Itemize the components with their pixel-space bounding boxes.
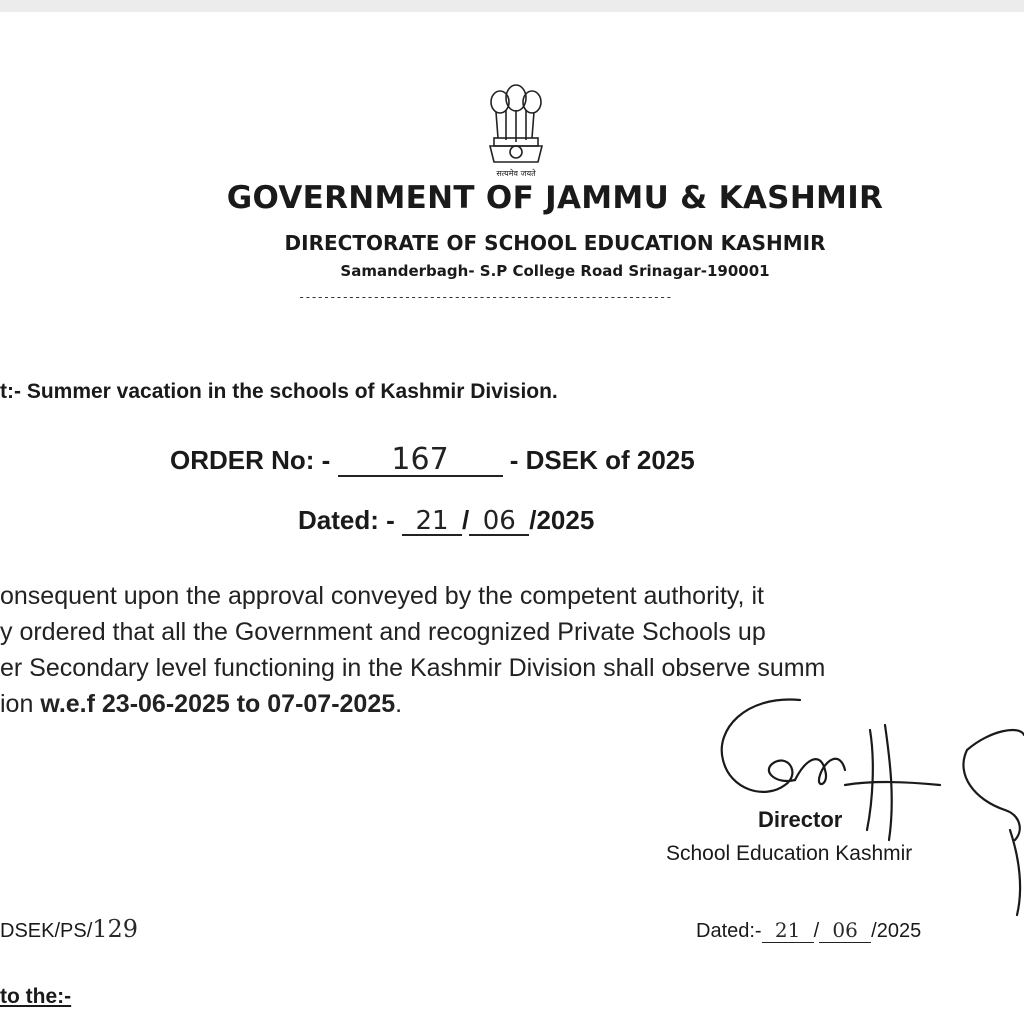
footer-date-prefix: Dated:- <box>696 920 762 942</box>
directorate-heading: DIRECTORATE OF SCHOOL EDUCATION KASHMIR <box>284 231 826 255</box>
dated-year: /2025 <box>529 505 595 535</box>
government-heading: GOVERNMENT OF JAMMU & KASHMIR <box>226 180 884 216</box>
reference-prefix: DSEK/PS/ <box>0 920 93 942</box>
footer-date-month: 06 <box>819 918 871 943</box>
vacation-period: w.e.f 23-06-2025 to 07-07-2025 <box>40 690 396 718</box>
footer-date-year: /2025 <box>871 920 922 942</box>
header-divider: ------------------------------------------------------------ <box>298 290 672 304</box>
body-line-1: onsequent upon the approval conveyed by the competent authority, it <box>0 582 764 610</box>
order-number-line <box>170 442 695 477</box>
order-body <box>0 578 825 722</box>
footer-date-day: 21 <box>762 918 814 943</box>
reference-handwritten-number: 129 <box>92 915 139 943</box>
footer-date: Dated:- 21 / 06 /2025 <box>696 918 922 942</box>
state-emblem-icon <box>476 80 556 180</box>
signatory-department: School Education Kashmir <box>666 842 913 865</box>
body-line-4 <box>0 686 825 722</box>
emblem-caption: सत्यमेव जयते <box>496 169 536 178</box>
address-line: Samanderbagh- S.P College Road Srinagar-190001 <box>340 262 770 280</box>
signatory-title: Director <box>758 807 843 832</box>
signature-icon <box>705 690 1024 920</box>
body-line-2: y ordered that all the Government and recognized Private Schools up <box>0 618 766 646</box>
dated-day: 21 <box>402 508 462 536</box>
subject-line: t:- Summer vacation in the schools of Kashmir Division. <box>0 380 558 403</box>
top-strip <box>0 0 1024 12</box>
body-line-4-prefix: ion <box>0 690 41 718</box>
body-line-3: er Secondary level functioning in the Kashmir Division shall observe summ <box>0 654 826 682</box>
reference-number <box>0 915 138 943</box>
dated-sep: / <box>462 505 470 535</box>
body-line-4-suffix: . <box>395 690 403 718</box>
order-suffix: - DSEK of 2025 <box>502 445 695 475</box>
order-date-line <box>298 505 594 536</box>
order-prefix: ORDER No: - <box>170 445 338 475</box>
dated-month: 06 <box>469 508 529 536</box>
order-number: 167 <box>338 445 503 477</box>
copy-to-heading: to the:- <box>0 985 72 1008</box>
dated-prefix: Dated: - <box>298 505 402 535</box>
